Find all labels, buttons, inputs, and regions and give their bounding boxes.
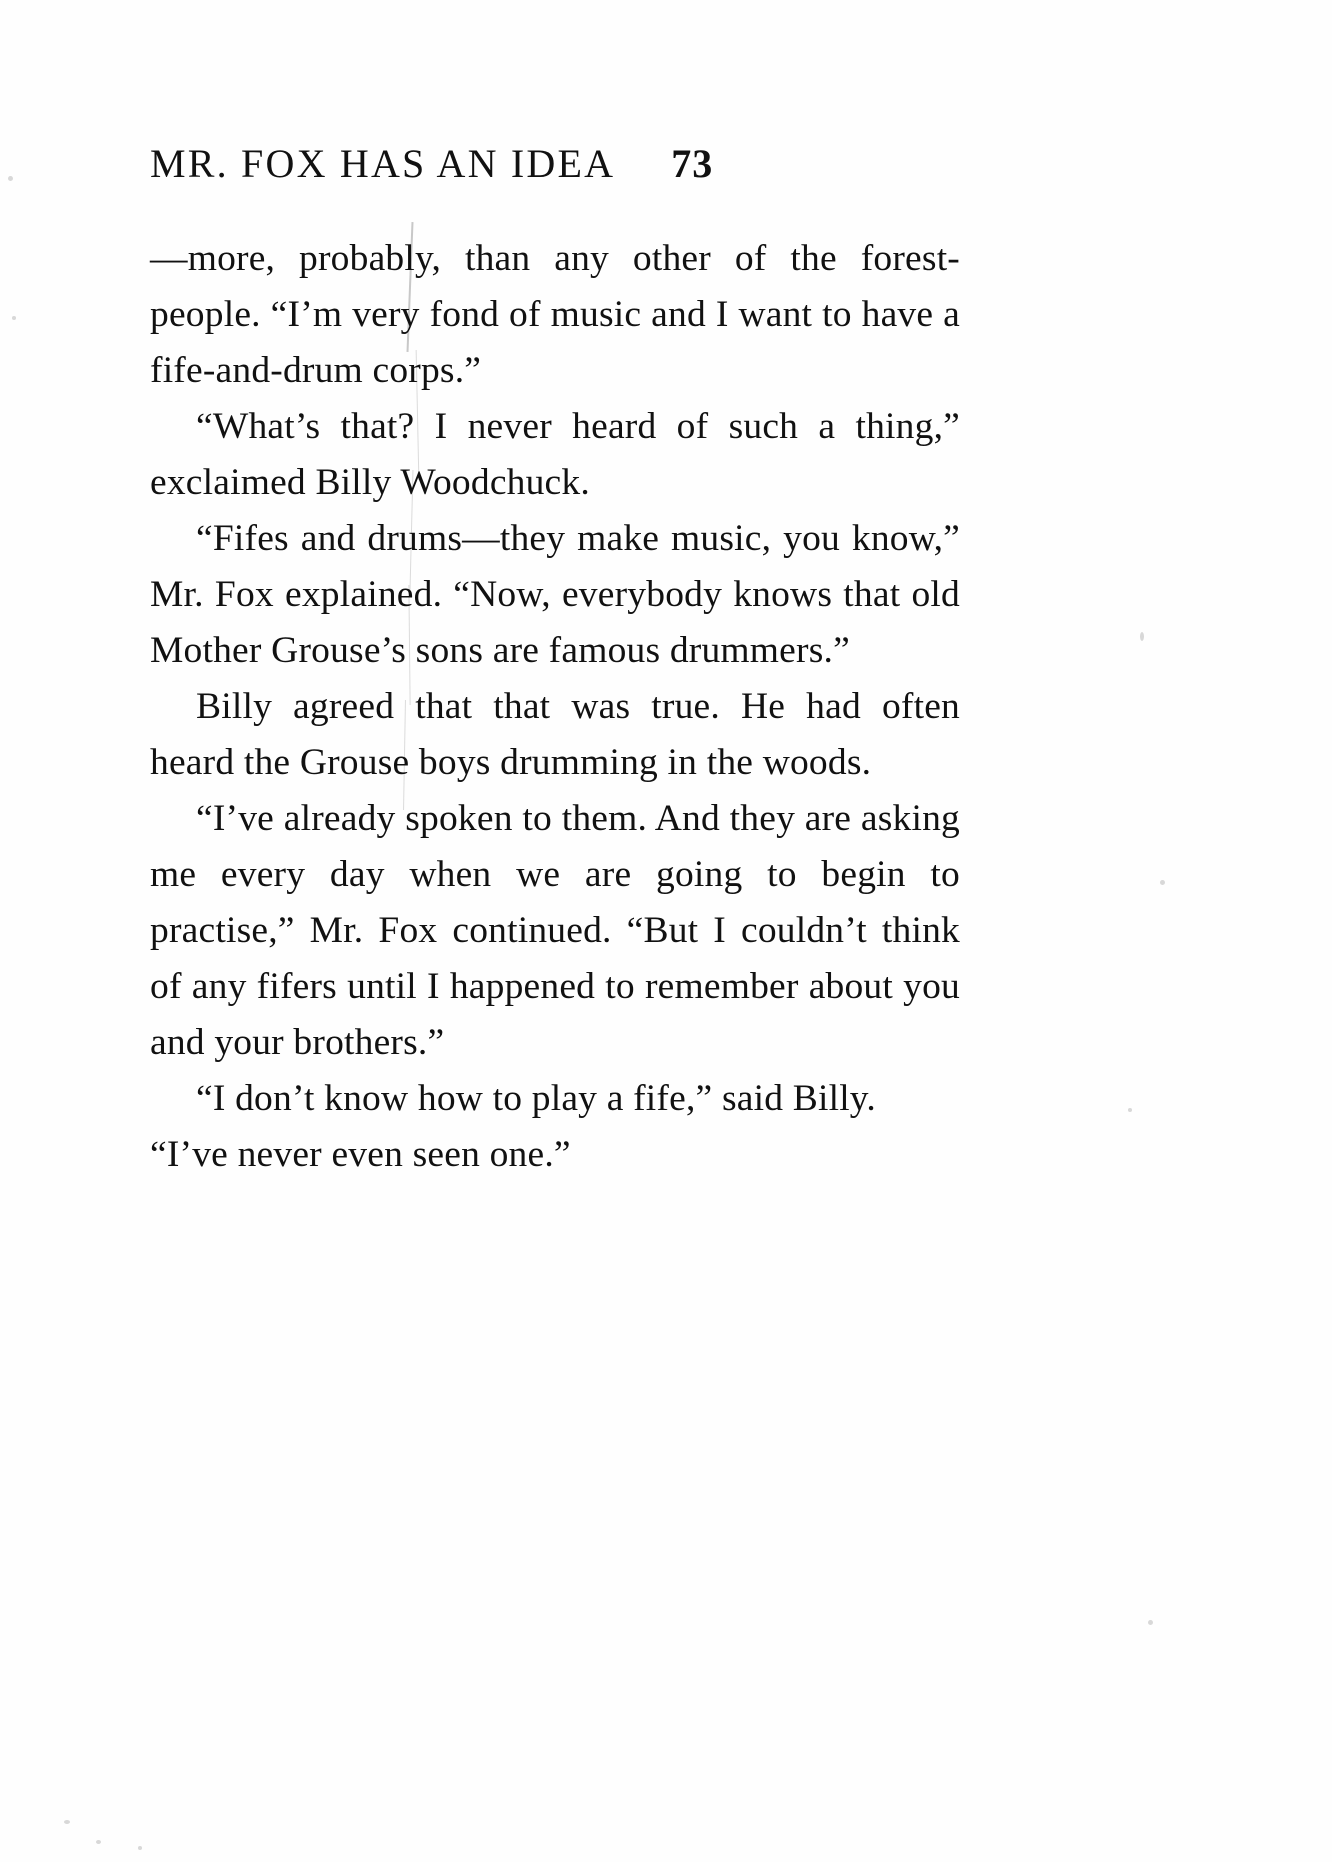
- scan-speck: [1128, 1108, 1132, 1112]
- paragraph: —more, probably, than any other of the forest-people. “I’m very fond of music and I want to have a fife-and-drum corps.”: [150, 238, 960, 391]
- scan-speck: [8, 176, 13, 181]
- paragraph: “I’ve already spoken to them. And they are asking me every day when we are going to begin to practise,” Mr. Fox continued. “But I couldn’t think of any fifers until I happened to remember about you and your brothers.”: [150, 798, 960, 1063]
- paragraph: “Fifes and drums—they make music, you know,” Mr. Fox explained. “Now, everybody knows that old Mother Grouse’s sons are famous drummers.”: [150, 518, 960, 671]
- scan-speck: [12, 316, 16, 320]
- scan-speck: [1160, 880, 1165, 885]
- paragraph: “I don’t know how to play a fife,” said Billy. “I’ve never even seen one.”: [150, 1078, 876, 1175]
- scan-speck: [1140, 632, 1144, 641]
- scan-speck: [138, 1846, 142, 1850]
- scan-speck: [1148, 1620, 1153, 1625]
- running-title: MR. FOX HAS AN IDEA: [150, 141, 616, 186]
- page-number: 73: [671, 141, 714, 186]
- paragraph: Billy agreed that that was true. He had often heard the Grouse boys drumming in the woods.: [150, 686, 960, 783]
- scan-speck: [96, 1840, 101, 1844]
- page-content: [150, 140, 960, 1183]
- scan-speck: [64, 1820, 70, 1824]
- page-header: [150, 140, 960, 187]
- body-text: [150, 231, 960, 1183]
- paragraph: “What’s that? I never heard of such a thing,” exclaimed Billy Woodchuck.: [150, 406, 960, 503]
